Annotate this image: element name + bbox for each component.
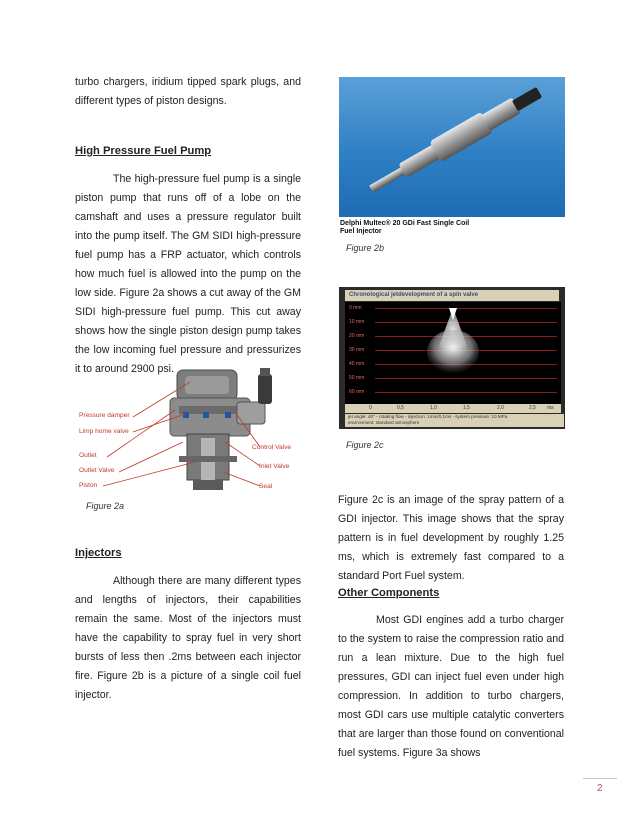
x-tick: 1,5	[463, 405, 470, 411]
injector-image-caption-line1: Delphi Multec® 20 GDi Fast Single Coil	[340, 220, 470, 227]
fig2c-paragraph: Figure 2c is an image of the spray pattern of a GDI injector. This image shows that the spray pattern is in fuel development by roughly 1.25 ms, which is extremely fast compared to a standard Port Fuel system.	[338, 494, 564, 582]
figure-2c-footer	[345, 414, 564, 427]
figure-2c-footer-line1: jet angle: 40° - rotating flow - injection: 1mm/0.1ms - system pressure: 10 MPa	[348, 414, 508, 419]
label-seal: Seal	[259, 483, 273, 490]
injector-shape	[339, 77, 565, 217]
x-tick: 0	[369, 405, 372, 411]
injectors-heading: Injectors	[75, 547, 122, 559]
label-piston: Piston	[79, 482, 98, 489]
y-tick: 50 mm	[349, 375, 365, 381]
label-outlet-valve: Outlet Valve	[79, 467, 115, 474]
intro-paragraph: turbo chargers, iridium tipped spark plugs, and different types of piston designs.	[75, 76, 301, 107]
label-pressure-damper: Pressure damper	[79, 412, 130, 419]
x-tick: 0,5	[397, 405, 404, 411]
x-tick: 2,0	[497, 405, 504, 411]
x-tick: ms	[547, 405, 554, 411]
injector-photo	[339, 77, 565, 217]
label-outlet: Outlet	[79, 452, 97, 459]
other-components-heading: Other Components	[338, 587, 440, 599]
figure-2c	[339, 287, 565, 429]
page-number: 2	[597, 783, 603, 794]
figure-2c-caption: Figure 2c	[346, 440, 384, 450]
y-tick: 60 mm	[349, 389, 365, 395]
injector-image-caption	[340, 220, 469, 236]
injector-image-caption-line2: Fuel Injector	[340, 228, 382, 235]
y-tick: 30 mm	[349, 347, 365, 353]
y-tick: 0 mm	[349, 305, 362, 311]
label-control-valve: Control Valve	[252, 444, 292, 451]
other-components-paragraph: Most GDI engines add a turbo charger to the system to raise the compression ratio and run a lean mixture. Due to the high fuel pressures, GDI can inject fuel even under high compression. In addition to turbo chargers, most GDI cars use multiple catalytic converters that are larger than those found on conventional fuel systems. Figure 3a shows	[338, 614, 564, 759]
y-tick: 10 mm	[349, 319, 365, 325]
figure-2c-title: Chronological jetdevelopment of a spin valve	[345, 290, 559, 301]
x-tick: 2,5	[529, 405, 536, 411]
spray-cone	[345, 302, 561, 404]
figure-2c-footer-line2: environment: standard atmosphere	[348, 420, 420, 425]
label-inlet-valve: Inlet Valve	[259, 463, 290, 470]
figure-2b	[339, 77, 565, 239]
figure-2a-caption: Figure 2a	[86, 501, 125, 511]
page-number-rule	[583, 778, 617, 779]
label-limp-home-valve: Limp home valve	[79, 428, 129, 435]
y-tick: 20 mm	[349, 333, 365, 339]
hp-pump-heading: High Pressure Fuel Pump	[75, 145, 212, 157]
hp-pump-paragraph: The high-pressure fuel pump is a single piston pump that runs off of a lobe on the camshaft and uses a pressure regulator built into the pump itself. The GM SIDI high-pressure fuel pump has a FRP actuator, which controls how much fuel is allowed into the pump on the low side. Figure 2a shows a cut away of the GM SIDI high-pressure fuel pump. This cut away shows how the single piston design pump takes the low incoming fuel pressure and pressurizes it to around 2900 psi.	[75, 173, 301, 375]
figure-2a	[75, 362, 305, 497]
spray-plot	[345, 302, 561, 404]
x-tick: 1,0	[430, 405, 437, 411]
figure-2b-caption: Figure 2b	[346, 243, 385, 253]
injectors-paragraph: Although there are many different types and lengths of injectors, their capabilities remain the same. Most of the injectors must have the capability to spray fuel in very short bursts of less then .2ms between each injector fire. Figure 2b is a picture of a single coil fuel injector.	[75, 575, 301, 701]
y-tick: 40 mm	[349, 361, 365, 367]
